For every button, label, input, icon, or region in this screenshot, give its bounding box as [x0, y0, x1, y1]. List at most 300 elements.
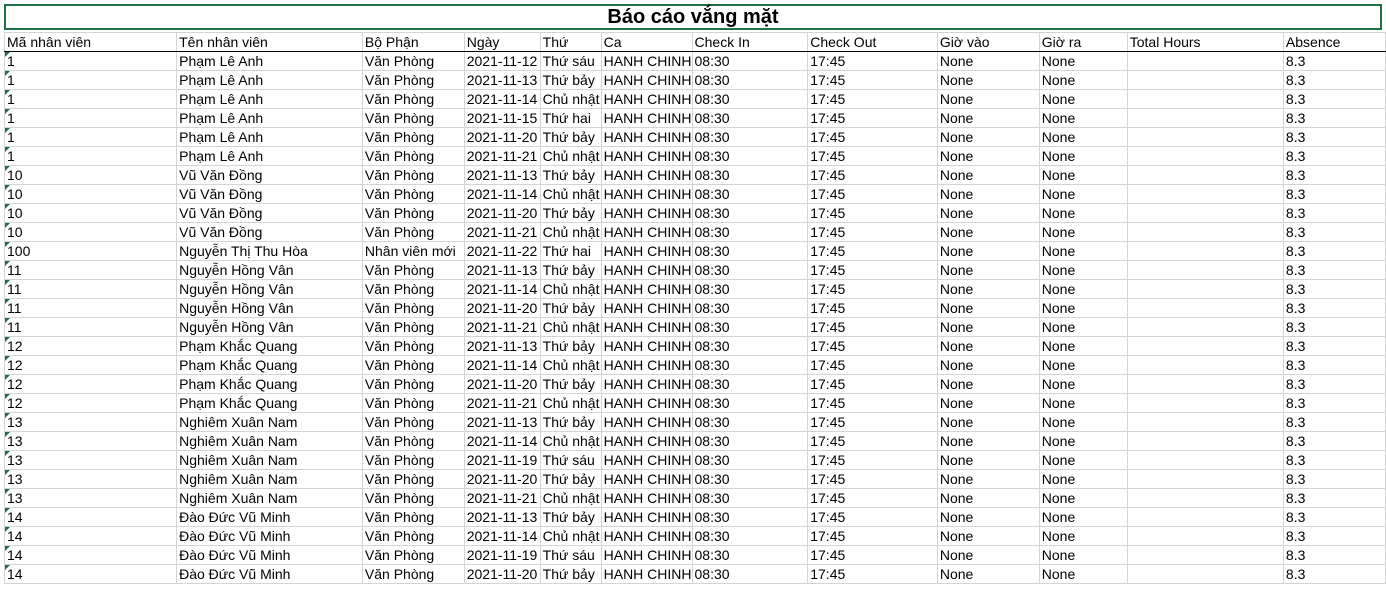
time-in-cell[interactable]: None: [937, 204, 1039, 223]
absence-cell[interactable]: 8.3: [1283, 318, 1385, 337]
time-out-cell[interactable]: None: [1039, 90, 1127, 109]
total-hours-cell[interactable]: [1127, 128, 1283, 147]
time-out-cell[interactable]: None: [1039, 394, 1127, 413]
department-cell[interactable]: Văn Phòng: [362, 261, 464, 280]
column-header[interactable]: Check In: [692, 33, 808, 52]
time-out-cell[interactable]: None: [1039, 318, 1127, 337]
date-cell[interactable]: 2021-11-14: [464, 527, 540, 546]
check-in-cell[interactable]: 08:30: [692, 337, 808, 356]
department-cell[interactable]: Văn Phòng: [362, 337, 464, 356]
time-in-cell[interactable]: None: [937, 565, 1039, 584]
employee-id-cell[interactable]: 10: [5, 204, 177, 223]
time-in-cell[interactable]: None: [937, 71, 1039, 90]
employee-name-cell[interactable]: Phạm Lê Anh: [177, 90, 363, 109]
absence-cell[interactable]: 8.3: [1283, 375, 1385, 394]
total-hours-cell[interactable]: [1127, 527, 1283, 546]
department-cell[interactable]: Văn Phòng: [362, 489, 464, 508]
department-cell[interactable]: Văn Phòng: [362, 451, 464, 470]
weekday-cell[interactable]: Thứ sáu: [540, 451, 601, 470]
employee-id-cell[interactable]: 14: [5, 546, 177, 565]
weekday-cell[interactable]: Thứ hai: [540, 109, 601, 128]
time-out-cell[interactable]: None: [1039, 470, 1127, 489]
check-in-cell[interactable]: 08:30: [692, 432, 808, 451]
date-cell[interactable]: 2021-11-12: [464, 52, 540, 71]
check-out-cell[interactable]: 17:45: [808, 166, 938, 185]
department-cell[interactable]: Văn Phòng: [362, 546, 464, 565]
date-cell[interactable]: 2021-11-20: [464, 470, 540, 489]
check-out-cell[interactable]: 17:45: [808, 470, 938, 489]
absence-cell[interactable]: 8.3: [1283, 527, 1385, 546]
employee-name-cell[interactable]: Vũ Văn Đồng: [177, 204, 363, 223]
shift-cell[interactable]: HANH CHINH: [601, 242, 692, 261]
date-cell[interactable]: 2021-11-21: [464, 223, 540, 242]
check-out-cell[interactable]: 17:45: [808, 52, 938, 71]
check-in-cell[interactable]: 08:30: [692, 223, 808, 242]
weekday-cell[interactable]: Thứ bảy: [540, 413, 601, 432]
department-cell[interactable]: Văn Phòng: [362, 166, 464, 185]
shift-cell[interactable]: HANH CHINH: [601, 356, 692, 375]
date-cell[interactable]: 2021-11-21: [464, 489, 540, 508]
check-out-cell[interactable]: 17:45: [808, 337, 938, 356]
employee-name-cell[interactable]: Nguyễn Hồng Vân: [177, 318, 363, 337]
check-in-cell[interactable]: 08:30: [692, 280, 808, 299]
total-hours-cell[interactable]: [1127, 318, 1283, 337]
time-in-cell[interactable]: None: [937, 527, 1039, 546]
weekday-cell[interactable]: Thứ sáu: [540, 52, 601, 71]
check-out-cell[interactable]: 17:45: [808, 147, 938, 166]
absence-cell[interactable]: 8.3: [1283, 90, 1385, 109]
check-out-cell[interactable]: 17:45: [808, 109, 938, 128]
time-out-cell[interactable]: None: [1039, 204, 1127, 223]
total-hours-cell[interactable]: [1127, 90, 1283, 109]
time-in-cell[interactable]: None: [937, 299, 1039, 318]
absence-cell[interactable]: 8.3: [1283, 71, 1385, 90]
column-header[interactable]: Check Out: [808, 33, 938, 52]
department-cell[interactable]: Văn Phòng: [362, 318, 464, 337]
time-in-cell[interactable]: None: [937, 546, 1039, 565]
check-in-cell[interactable]: 08:30: [692, 261, 808, 280]
employee-id-cell[interactable]: 11: [5, 299, 177, 318]
shift-cell[interactable]: HANH CHINH: [601, 261, 692, 280]
check-in-cell[interactable]: 08:30: [692, 109, 808, 128]
employee-name-cell[interactable]: Nguyễn Thị Thu Hòa: [177, 242, 363, 261]
column-header[interactable]: Thứ: [540, 33, 601, 52]
department-cell[interactable]: Văn Phòng: [362, 527, 464, 546]
employee-id-cell[interactable]: 11: [5, 280, 177, 299]
check-in-cell[interactable]: 08:30: [692, 470, 808, 489]
department-cell[interactable]: Văn Phòng: [362, 299, 464, 318]
check-out-cell[interactable]: 17:45: [808, 565, 938, 584]
time-in-cell[interactable]: None: [937, 451, 1039, 470]
absence-cell[interactable]: 8.3: [1283, 109, 1385, 128]
total-hours-cell[interactable]: [1127, 508, 1283, 527]
column-header[interactable]: Giờ ra: [1039, 33, 1127, 52]
department-cell[interactable]: Văn Phòng: [362, 356, 464, 375]
weekday-cell[interactable]: Chủ nhật: [540, 318, 601, 337]
employee-name-cell[interactable]: Phạm Khắc Quang: [177, 356, 363, 375]
shift-cell[interactable]: HANH CHINH: [601, 337, 692, 356]
employee-id-cell[interactable]: 11: [5, 318, 177, 337]
total-hours-cell[interactable]: [1127, 356, 1283, 375]
time-out-cell[interactable]: None: [1039, 223, 1127, 242]
department-cell[interactable]: Văn Phòng: [362, 413, 464, 432]
date-cell[interactable]: 2021-11-13: [464, 413, 540, 432]
column-header[interactable]: Giờ vào: [937, 33, 1039, 52]
absence-cell[interactable]: 8.3: [1283, 242, 1385, 261]
shift-cell[interactable]: HANH CHINH: [601, 375, 692, 394]
shift-cell[interactable]: HANH CHINH: [601, 223, 692, 242]
check-out-cell[interactable]: 17:45: [808, 508, 938, 527]
shift-cell[interactable]: HANH CHINH: [601, 546, 692, 565]
absence-cell[interactable]: 8.3: [1283, 52, 1385, 71]
employee-name-cell[interactable]: Phạm Khắc Quang: [177, 394, 363, 413]
date-cell[interactable]: 2021-11-15: [464, 109, 540, 128]
absence-cell[interactable]: 8.3: [1283, 128, 1385, 147]
employee-name-cell[interactable]: Đào Đức Vũ Minh: [177, 546, 363, 565]
absence-cell[interactable]: 8.3: [1283, 451, 1385, 470]
department-cell[interactable]: Văn Phòng: [362, 147, 464, 166]
employee-id-cell[interactable]: 1: [5, 147, 177, 166]
total-hours-cell[interactable]: [1127, 451, 1283, 470]
total-hours-cell[interactable]: [1127, 261, 1283, 280]
department-cell[interactable]: Văn Phòng: [362, 394, 464, 413]
check-in-cell[interactable]: 08:30: [692, 299, 808, 318]
weekday-cell[interactable]: Chủ nhật: [540, 394, 601, 413]
time-in-cell[interactable]: None: [937, 166, 1039, 185]
check-out-cell[interactable]: 17:45: [808, 71, 938, 90]
check-in-cell[interactable]: 08:30: [692, 147, 808, 166]
total-hours-cell[interactable]: [1127, 470, 1283, 489]
department-cell[interactable]: Văn Phòng: [362, 470, 464, 489]
time-out-cell[interactable]: None: [1039, 413, 1127, 432]
total-hours-cell[interactable]: [1127, 223, 1283, 242]
date-cell[interactable]: 2021-11-20: [464, 375, 540, 394]
weekday-cell[interactable]: Thứ hai: [540, 242, 601, 261]
department-cell[interactable]: Văn Phòng: [362, 90, 464, 109]
shift-cell[interactable]: HANH CHINH: [601, 299, 692, 318]
check-out-cell[interactable]: 17:45: [808, 489, 938, 508]
date-cell[interactable]: 2021-11-14: [464, 185, 540, 204]
check-in-cell[interactable]: 08:30: [692, 489, 808, 508]
employee-name-cell[interactable]: Phạm Lê Anh: [177, 71, 363, 90]
check-out-cell[interactable]: 17:45: [808, 375, 938, 394]
check-in-cell[interactable]: 08:30: [692, 546, 808, 565]
employee-name-cell[interactable]: Nguyễn Hồng Vân: [177, 280, 363, 299]
total-hours-cell[interactable]: [1127, 337, 1283, 356]
employee-id-cell[interactable]: 11: [5, 261, 177, 280]
employee-name-cell[interactable]: Đào Đức Vũ Minh: [177, 508, 363, 527]
time-out-cell[interactable]: None: [1039, 147, 1127, 166]
absence-cell[interactable]: 8.3: [1283, 299, 1385, 318]
total-hours-cell[interactable]: [1127, 432, 1283, 451]
date-cell[interactable]: 2021-11-22: [464, 242, 540, 261]
absence-cell[interactable]: 8.3: [1283, 280, 1385, 299]
check-in-cell[interactable]: 08:30: [692, 356, 808, 375]
employee-id-cell[interactable]: 12: [5, 337, 177, 356]
check-in-cell[interactable]: 08:30: [692, 242, 808, 261]
check-out-cell[interactable]: 17:45: [808, 451, 938, 470]
total-hours-cell[interactable]: [1127, 394, 1283, 413]
shift-cell[interactable]: HANH CHINH: [601, 489, 692, 508]
employee-id-cell[interactable]: 12: [5, 356, 177, 375]
employee-id-cell[interactable]: 13: [5, 451, 177, 470]
time-in-cell[interactable]: None: [937, 109, 1039, 128]
check-out-cell[interactable]: 17:45: [808, 394, 938, 413]
employee-name-cell[interactable]: Vũ Văn Đồng: [177, 223, 363, 242]
check-out-cell[interactable]: 17:45: [808, 318, 938, 337]
shift-cell[interactable]: HANH CHINH: [601, 565, 692, 584]
shift-cell[interactable]: HANH CHINH: [601, 432, 692, 451]
column-header[interactable]: Bộ Phận: [362, 33, 464, 52]
time-out-cell[interactable]: None: [1039, 451, 1127, 470]
total-hours-cell[interactable]: [1127, 204, 1283, 223]
column-header[interactable]: Mã nhân viên: [5, 33, 177, 52]
shift-cell[interactable]: HANH CHINH: [601, 280, 692, 299]
weekday-cell[interactable]: Chủ nhật: [540, 90, 601, 109]
shift-cell[interactable]: HANH CHINH: [601, 185, 692, 204]
time-out-cell[interactable]: None: [1039, 565, 1127, 584]
check-out-cell[interactable]: 17:45: [808, 223, 938, 242]
column-header[interactable]: Absence: [1283, 33, 1385, 52]
date-cell[interactable]: 2021-11-20: [464, 299, 540, 318]
shift-cell[interactable]: HANH CHINH: [601, 508, 692, 527]
weekday-cell[interactable]: Chủ nhật: [540, 147, 601, 166]
weekday-cell[interactable]: Thứ bảy: [540, 128, 601, 147]
employee-name-cell[interactable]: Vũ Văn Đồng: [177, 185, 363, 204]
employee-id-cell[interactable]: 14: [5, 508, 177, 527]
check-out-cell[interactable]: 17:45: [808, 204, 938, 223]
absence-cell[interactable]: 8.3: [1283, 508, 1385, 527]
employee-name-cell[interactable]: Nguyễn Hồng Vân: [177, 261, 363, 280]
time-in-cell[interactable]: None: [937, 280, 1039, 299]
employee-id-cell[interactable]: 13: [5, 432, 177, 451]
time-out-cell[interactable]: None: [1039, 527, 1127, 546]
weekday-cell[interactable]: Thứ bảy: [540, 204, 601, 223]
employee-id-cell[interactable]: 1: [5, 128, 177, 147]
employee-name-cell[interactable]: Nghiêm Xuân Nam: [177, 470, 363, 489]
employee-id-cell[interactable]: 10: [5, 223, 177, 242]
time-out-cell[interactable]: None: [1039, 128, 1127, 147]
absence-cell[interactable]: 8.3: [1283, 470, 1385, 489]
time-out-cell[interactable]: None: [1039, 489, 1127, 508]
employee-name-cell[interactable]: Phạm Khắc Quang: [177, 375, 363, 394]
shift-cell[interactable]: HANH CHINH: [601, 147, 692, 166]
check-out-cell[interactable]: 17:45: [808, 413, 938, 432]
check-in-cell[interactable]: 08:30: [692, 318, 808, 337]
total-hours-cell[interactable]: [1127, 166, 1283, 185]
date-cell[interactable]: 2021-11-21: [464, 394, 540, 413]
time-out-cell[interactable]: None: [1039, 432, 1127, 451]
weekday-cell[interactable]: Chủ nhật: [540, 356, 601, 375]
employee-name-cell[interactable]: Vũ Văn Đồng: [177, 166, 363, 185]
weekday-cell[interactable]: Chủ nhật: [540, 223, 601, 242]
total-hours-cell[interactable]: [1127, 242, 1283, 261]
date-cell[interactable]: 2021-11-19: [464, 451, 540, 470]
date-cell[interactable]: 2021-11-13: [464, 71, 540, 90]
time-in-cell[interactable]: None: [937, 489, 1039, 508]
check-out-cell[interactable]: 17:45: [808, 299, 938, 318]
department-cell[interactable]: Văn Phòng: [362, 109, 464, 128]
time-in-cell[interactable]: None: [937, 52, 1039, 71]
employee-id-cell[interactable]: 1: [5, 109, 177, 128]
absence-cell[interactable]: 8.3: [1283, 565, 1385, 584]
time-in-cell[interactable]: None: [937, 508, 1039, 527]
employee-id-cell[interactable]: 13: [5, 489, 177, 508]
date-cell[interactable]: 2021-11-20: [464, 204, 540, 223]
check-in-cell[interactable]: 08:30: [692, 166, 808, 185]
shift-cell[interactable]: HANH CHINH: [601, 109, 692, 128]
column-header[interactable]: Ngày: [464, 33, 540, 52]
date-cell[interactable]: 2021-11-14: [464, 280, 540, 299]
check-out-cell[interactable]: 17:45: [808, 185, 938, 204]
check-out-cell[interactable]: 17:45: [808, 280, 938, 299]
total-hours-cell[interactable]: [1127, 565, 1283, 584]
absence-cell[interactable]: 8.3: [1283, 394, 1385, 413]
check-out-cell[interactable]: 17:45: [808, 261, 938, 280]
check-out-cell[interactable]: 17:45: [808, 128, 938, 147]
weekday-cell[interactable]: Chủ nhật: [540, 185, 601, 204]
employee-id-cell[interactable]: 1: [5, 52, 177, 71]
check-in-cell[interactable]: 08:30: [692, 565, 808, 584]
employee-name-cell[interactable]: Phạm Lê Anh: [177, 147, 363, 166]
time-in-cell[interactable]: None: [937, 432, 1039, 451]
column-header[interactable]: Ca: [601, 33, 692, 52]
check-in-cell[interactable]: 08:30: [692, 394, 808, 413]
time-out-cell[interactable]: None: [1039, 109, 1127, 128]
weekday-cell[interactable]: Thứ bảy: [540, 508, 601, 527]
employee-name-cell[interactable]: Phạm Lê Anh: [177, 52, 363, 71]
date-cell[interactable]: 2021-11-13: [464, 508, 540, 527]
absence-cell[interactable]: 8.3: [1283, 166, 1385, 185]
employee-name-cell[interactable]: Phạm Lê Anh: [177, 128, 363, 147]
weekday-cell[interactable]: Thứ bảy: [540, 337, 601, 356]
weekday-cell[interactable]: Chủ nhật: [540, 527, 601, 546]
department-cell[interactable]: Văn Phòng: [362, 185, 464, 204]
absence-cell[interactable]: 8.3: [1283, 432, 1385, 451]
shift-cell[interactable]: HANH CHINH: [601, 451, 692, 470]
date-cell[interactable]: 2021-11-21: [464, 318, 540, 337]
date-cell[interactable]: 2021-11-14: [464, 432, 540, 451]
employee-id-cell[interactable]: 14: [5, 527, 177, 546]
total-hours-cell[interactable]: [1127, 299, 1283, 318]
time-in-cell[interactable]: None: [937, 318, 1039, 337]
total-hours-cell[interactable]: [1127, 280, 1283, 299]
employee-id-cell[interactable]: 12: [5, 394, 177, 413]
department-cell[interactable]: Văn Phòng: [362, 223, 464, 242]
weekday-cell[interactable]: Thứ bảy: [540, 565, 601, 584]
time-in-cell[interactable]: None: [937, 261, 1039, 280]
shift-cell[interactable]: HANH CHINH: [601, 52, 692, 71]
time-in-cell[interactable]: None: [937, 147, 1039, 166]
total-hours-cell[interactable]: [1127, 52, 1283, 71]
date-cell[interactable]: 2021-11-19: [464, 546, 540, 565]
employee-name-cell[interactable]: Đào Đức Vũ Minh: [177, 565, 363, 584]
date-cell[interactable]: 2021-11-13: [464, 166, 540, 185]
column-header[interactable]: Tên nhân viên: [177, 33, 363, 52]
date-cell[interactable]: 2021-11-14: [464, 90, 540, 109]
employee-name-cell[interactable]: Nghiêm Xuân Nam: [177, 413, 363, 432]
department-cell[interactable]: Văn Phòng: [362, 280, 464, 299]
employee-id-cell[interactable]: 100: [5, 242, 177, 261]
employee-id-cell[interactable]: 13: [5, 413, 177, 432]
absence-cell[interactable]: 8.3: [1283, 147, 1385, 166]
shift-cell[interactable]: HANH CHINH: [601, 413, 692, 432]
check-out-cell[interactable]: 17:45: [808, 527, 938, 546]
time-in-cell[interactable]: None: [937, 128, 1039, 147]
time-out-cell[interactable]: None: [1039, 52, 1127, 71]
absence-cell[interactable]: 8.3: [1283, 356, 1385, 375]
check-out-cell[interactable]: 17:45: [808, 546, 938, 565]
department-cell[interactable]: Văn Phòng: [362, 52, 464, 71]
time-out-cell[interactable]: None: [1039, 337, 1127, 356]
check-in-cell[interactable]: 08:30: [692, 451, 808, 470]
time-in-cell[interactable]: None: [937, 470, 1039, 489]
time-in-cell[interactable]: None: [937, 90, 1039, 109]
weekday-cell[interactable]: Thứ bảy: [540, 470, 601, 489]
total-hours-cell[interactable]: [1127, 109, 1283, 128]
weekday-cell[interactable]: Chủ nhật: [540, 432, 601, 451]
weekday-cell[interactable]: Chủ nhật: [540, 489, 601, 508]
shift-cell[interactable]: HANH CHINH: [601, 204, 692, 223]
check-in-cell[interactable]: 08:30: [692, 527, 808, 546]
date-cell[interactable]: 2021-11-13: [464, 261, 540, 280]
department-cell[interactable]: Văn Phòng: [362, 432, 464, 451]
absence-cell[interactable]: 8.3: [1283, 261, 1385, 280]
time-out-cell[interactable]: None: [1039, 166, 1127, 185]
weekday-cell[interactable]: Chủ nhật: [540, 280, 601, 299]
check-in-cell[interactable]: 08:30: [692, 52, 808, 71]
date-cell[interactable]: 2021-11-14: [464, 356, 540, 375]
check-out-cell[interactable]: 17:45: [808, 432, 938, 451]
time-in-cell[interactable]: None: [937, 223, 1039, 242]
time-in-cell[interactable]: None: [937, 185, 1039, 204]
department-cell[interactable]: Văn Phòng: [362, 508, 464, 527]
check-in-cell[interactable]: 08:30: [692, 508, 808, 527]
department-cell[interactable]: Nhân viên mới: [362, 242, 464, 261]
time-out-cell[interactable]: None: [1039, 508, 1127, 527]
report-title[interactable]: Báo cáo vắng mặt: [4, 4, 1382, 30]
employee-name-cell[interactable]: Nghiêm Xuân Nam: [177, 451, 363, 470]
shift-cell[interactable]: HANH CHINH: [601, 527, 692, 546]
weekday-cell[interactable]: Thứ bảy: [540, 71, 601, 90]
date-cell[interactable]: 2021-11-21: [464, 147, 540, 166]
absence-cell[interactable]: 8.3: [1283, 489, 1385, 508]
absence-cell[interactable]: 8.3: [1283, 185, 1385, 204]
employee-id-cell[interactable]: 10: [5, 166, 177, 185]
column-header[interactable]: Total Hours: [1127, 33, 1283, 52]
check-out-cell[interactable]: 17:45: [808, 242, 938, 261]
employee-id-cell[interactable]: 14: [5, 565, 177, 584]
time-out-cell[interactable]: None: [1039, 299, 1127, 318]
employee-id-cell[interactable]: 12: [5, 375, 177, 394]
time-out-cell[interactable]: None: [1039, 375, 1127, 394]
time-out-cell[interactable]: None: [1039, 356, 1127, 375]
employee-id-cell[interactable]: 1: [5, 71, 177, 90]
employee-name-cell[interactable]: Phạm Khắc Quang: [177, 337, 363, 356]
employee-name-cell[interactable]: Phạm Lê Anh: [177, 109, 363, 128]
check-in-cell[interactable]: 08:30: [692, 204, 808, 223]
time-out-cell[interactable]: None: [1039, 71, 1127, 90]
department-cell[interactable]: Văn Phòng: [362, 128, 464, 147]
time-out-cell[interactable]: None: [1039, 242, 1127, 261]
weekday-cell[interactable]: Thứ bảy: [540, 299, 601, 318]
employee-name-cell[interactable]: Nghiêm Xuân Nam: [177, 432, 363, 451]
total-hours-cell[interactable]: [1127, 185, 1283, 204]
absence-cell[interactable]: 8.3: [1283, 204, 1385, 223]
total-hours-cell[interactable]: [1127, 489, 1283, 508]
date-cell[interactable]: 2021-11-20: [464, 565, 540, 584]
employee-name-cell[interactable]: Đào Đức Vũ Minh: [177, 527, 363, 546]
